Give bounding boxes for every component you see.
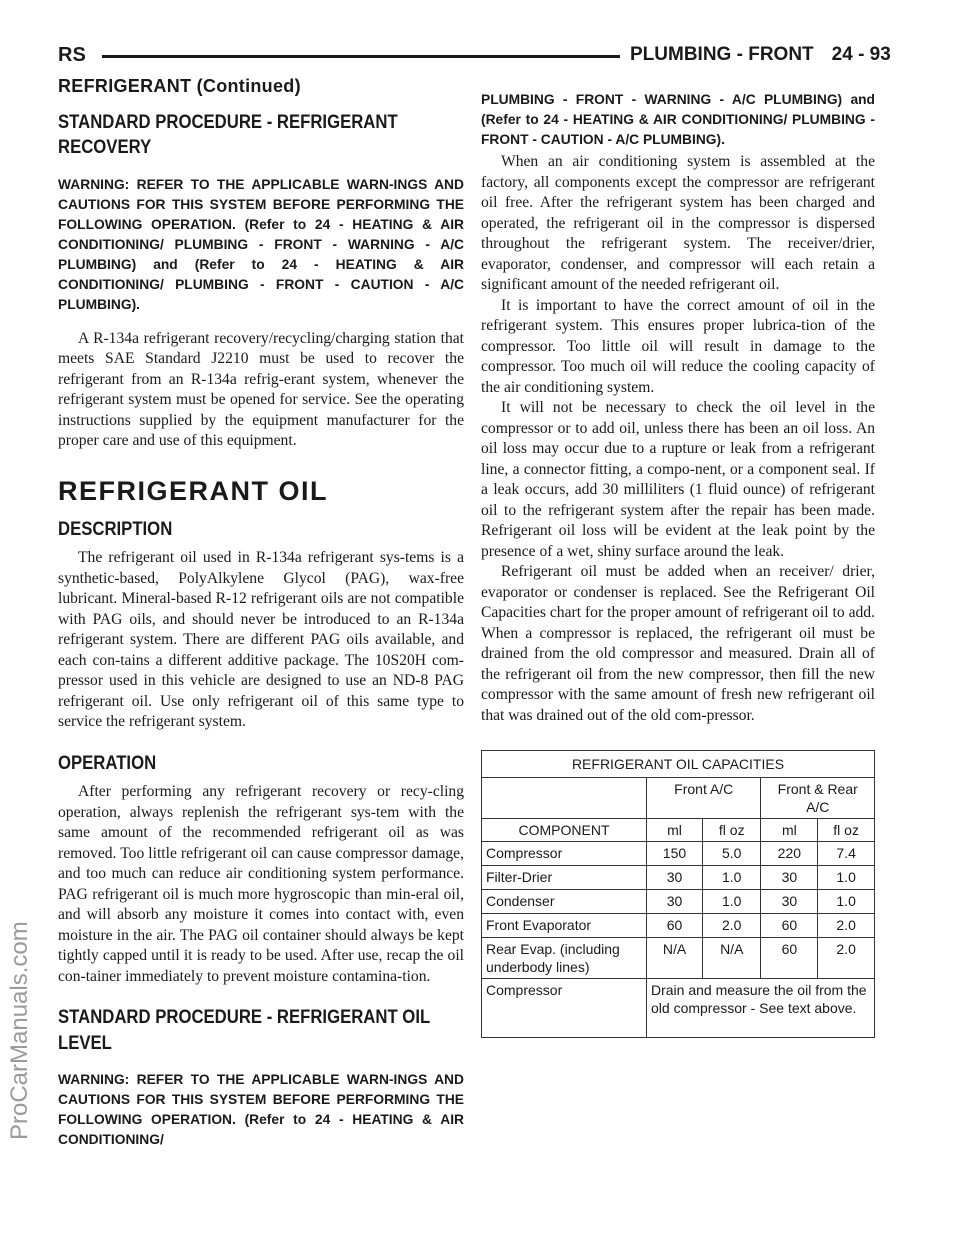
table-group-front-rear: Front & Rear A/C: [761, 778, 875, 819]
table-row: [482, 890, 875, 914]
table-cell-component: Filter-Drier: [482, 866, 647, 890]
oil-capacities-table: [481, 750, 875, 1038]
table-cell-front-floz: 5.0: [703, 842, 761, 866]
table-cell-component: Compressor: [482, 979, 647, 1038]
table-cell-rear-floz: 7.4: [818, 842, 875, 866]
watermark-text: ProCarManuals.com: [6, 921, 33, 1140]
table-cell-drain-note: Drain and measure the oil from the old compressor - See text above.: [647, 979, 875, 1038]
paragraph-oil-loss: It will not be necessary to check the oil level in the compressor or to add oil, unless there has been an oil loss. An oil loss may occur due to a rupture or leak from a refrigerant line, a connector fitting, a compo-nent, or a component seal. If a leak occurs, add 30 milliliters (1 fluid ounce) of refrigerant oil to the refrigerant system after the repair has been made. Refrigerant oil loss will be evident at the leak point by the presence of a wet, shiny surface around the leak.: [481, 399, 875, 560]
warning-oil-level-continued: PLUMBING - FRONT - WARNING - A/C PLUMBING) and (Refer to 24 - HEATING & AIR CONDITIONING/ PLUMBING - FRONT - CAUTION - A/C PLUMBING).: [481, 92, 875, 147]
paragraph-description: The refrigerant oil used in R-134a refrigerant sys-tems is a synthetic-based, PolyAlkylene Glycol (PAG), wax-free lubricant. Mineral-based R-12 refrigerant oils are not compatible with PAG oils, and should never be introduced to an R-134a refrigerant system. There are different PAG oils available, and each con-tains a different additive package. The 10S20H com-pressor used in this vehicle are designed to use an ND-8 PAG refrigerant oil. Use only refrigerant oil of this same type to service the refrigerant system.: [58, 549, 464, 731]
table-title: REFRIGERANT OIL CAPACITIES: [482, 751, 875, 778]
header-code: RS: [58, 44, 86, 66]
header-section: [630, 44, 891, 66]
paragraph-recovery: A R-134a refrigerant recovery/recycling/charging station that meets SAE Standard J2210 must be used to recover the refrigerant from an R-134a refrig-erant system, whenever the refrigerant system must be opened for service. See the operating instructions supplied by the equipment manufacturer for the proper care and use of this equipment.: [58, 329, 464, 450]
table-header-front-ml: ml: [647, 819, 703, 842]
table-cell-front-floz: 1.0: [703, 890, 761, 914]
warning-oil-level: WARNING: REFER TO THE APPLICABLE WARN-INGS AND CAUTIONS FOR THIS SYSTEM BEFORE PERFORMING THE FOLLOWING OPERATION. (Refer to 24 - HEATING & AIR CONDITIONING/: [58, 1072, 464, 1148]
left-column: [58, 110, 464, 1164]
table-row: [482, 866, 875, 890]
heading-operation: OPERATION: [58, 752, 157, 774]
table-header-rear-floz: fl oz: [818, 819, 875, 842]
heading-oil-level: STANDARD PROCEDURE - REFRIGERANT OIL LEVEL: [58, 1007, 430, 1054]
table-cell-component: Front Evaporator: [482, 914, 647, 938]
right-column: [481, 90, 875, 1038]
table-cell-rear-floz: 1.0: [818, 866, 875, 890]
table-cell-front-floz: 1.0: [703, 866, 761, 890]
paragraph-correct-amount: It is important to have the correct amount of oil in the refrigerant system. This ensures proper lubrica-tion of the compressor. Too little oil will result in damage to the compressor. Too much oil will reduce the cooling capacity of the air conditioning system.: [481, 296, 875, 396]
heading-refrigerant-recovery: STANDARD PROCEDURE - REFRIGERANT RECOVERY: [58, 112, 398, 159]
table-row: [482, 914, 875, 938]
table-header-rear-ml: ml: [761, 819, 818, 842]
table-cell-component: Condenser: [482, 890, 647, 914]
warning-recovery: WARNING: REFER TO THE APPLICABLE WARN-INGS AND CAUTIONS FOR THIS SYSTEM BEFORE PERFORMING THE FOLLOWING OPERATION. (Refer to 24 - HEATING & AIR CONDITIONING/ PLUMBING - FRONT - WARNING - A/C PLUMBING) and (Refer to 24 - HEATING & AIR CONDITIONING/ PLUMBING - FRONT - CAUTION - A/C PLUMBING).: [58, 176, 464, 312]
page-number: 24 - 93: [831, 44, 891, 65]
table-cell-rear-ml: 60: [761, 914, 818, 938]
table-cell-front-ml: N/A: [647, 938, 703, 979]
table-cell-rear-ml: 60: [761, 938, 818, 979]
paragraph-operation: After performing any refrigerant recovery or recy-cling operation, always replenish the refrigerant sys-tem with the same amount of the recommended refrigerant oil as was removed. Too little refrigerant oil can cause compressor damage, and too much can reduce air conditioning system performance. PAG refrigerant oil is much more hygroscopic than min-eral oil, and will absorb any moisture it comes into contact with, even moisture in the air. The PAG oil container should always be kept tightly capped until it is ready to be used. After use, recap the oil con-tainer immediately to prevent moisture contamina-tion.: [58, 783, 464, 985]
table-cell-rear-ml: 30: [761, 866, 818, 890]
table-cell-front-floz: 2.0: [703, 914, 761, 938]
table-cell-front-floz: N/A: [703, 938, 761, 979]
table-header-front-floz: fl oz: [703, 819, 761, 842]
table-cell-rear-floz: 1.0: [818, 890, 875, 914]
table-cell-front-ml: 30: [647, 866, 703, 890]
table-cell-front-ml: 30: [647, 890, 703, 914]
table-row: [482, 938, 875, 979]
table-header-component: COMPONENT: [482, 819, 647, 842]
header-section-title: PLUMBING - FRONT: [630, 44, 814, 65]
paragraph-factory-assembly: When an air conditioning system is assembled at the factory, all components except the compressor are refrigerant oil free. After the refrigerant system has been charged and operated, the refrigerant oil in the compressor is dispersed throughout the refrigerant system. The receiver/drier, evaporator, condenser, and compressor will each retain a significant amount of the needed refrigerant oil.: [481, 153, 875, 293]
paragraph-adding-oil: Refrigerant oil must be added when an receiver/ drier, evaporator or condenser is replaced. See the Refrigerant Oil Capacities chart for the proper amount of refrigerant oil to add. When a compressor is replaced, the refrigerant oil must be drained from the old compressor and measured. Drain all of the refrigerant oil from the new compressor, then fill the new compressor with the same amount of fresh new refrigerant oil that was drained out of the old com-pressor.: [481, 563, 875, 724]
heading-refrigerant-oil: REFRIGERANT OIL: [58, 475, 328, 506]
table-blank-cell: [482, 778, 647, 819]
table-row: [482, 979, 875, 1038]
table-cell-front-ml: 150: [647, 842, 703, 866]
table-cell-component: Compressor: [482, 842, 647, 866]
table-cell-component: Rear Evap. (including underbody lines): [482, 938, 647, 979]
table-cell-rear-ml: 220: [761, 842, 818, 866]
table-cell-rear-floz: 2.0: [818, 914, 875, 938]
heading-description: DESCRIPTION: [58, 518, 173, 540]
header-rule: [102, 55, 620, 58]
table-row: [482, 842, 875, 866]
table-cell-rear-floz: 2.0: [818, 938, 875, 979]
table-cell-rear-ml: 30: [761, 890, 818, 914]
table-cell-front-ml: 60: [647, 914, 703, 938]
continued-heading: REFRIGERANT (Continued): [58, 76, 301, 96]
table-group-front: Front A/C: [647, 778, 761, 819]
